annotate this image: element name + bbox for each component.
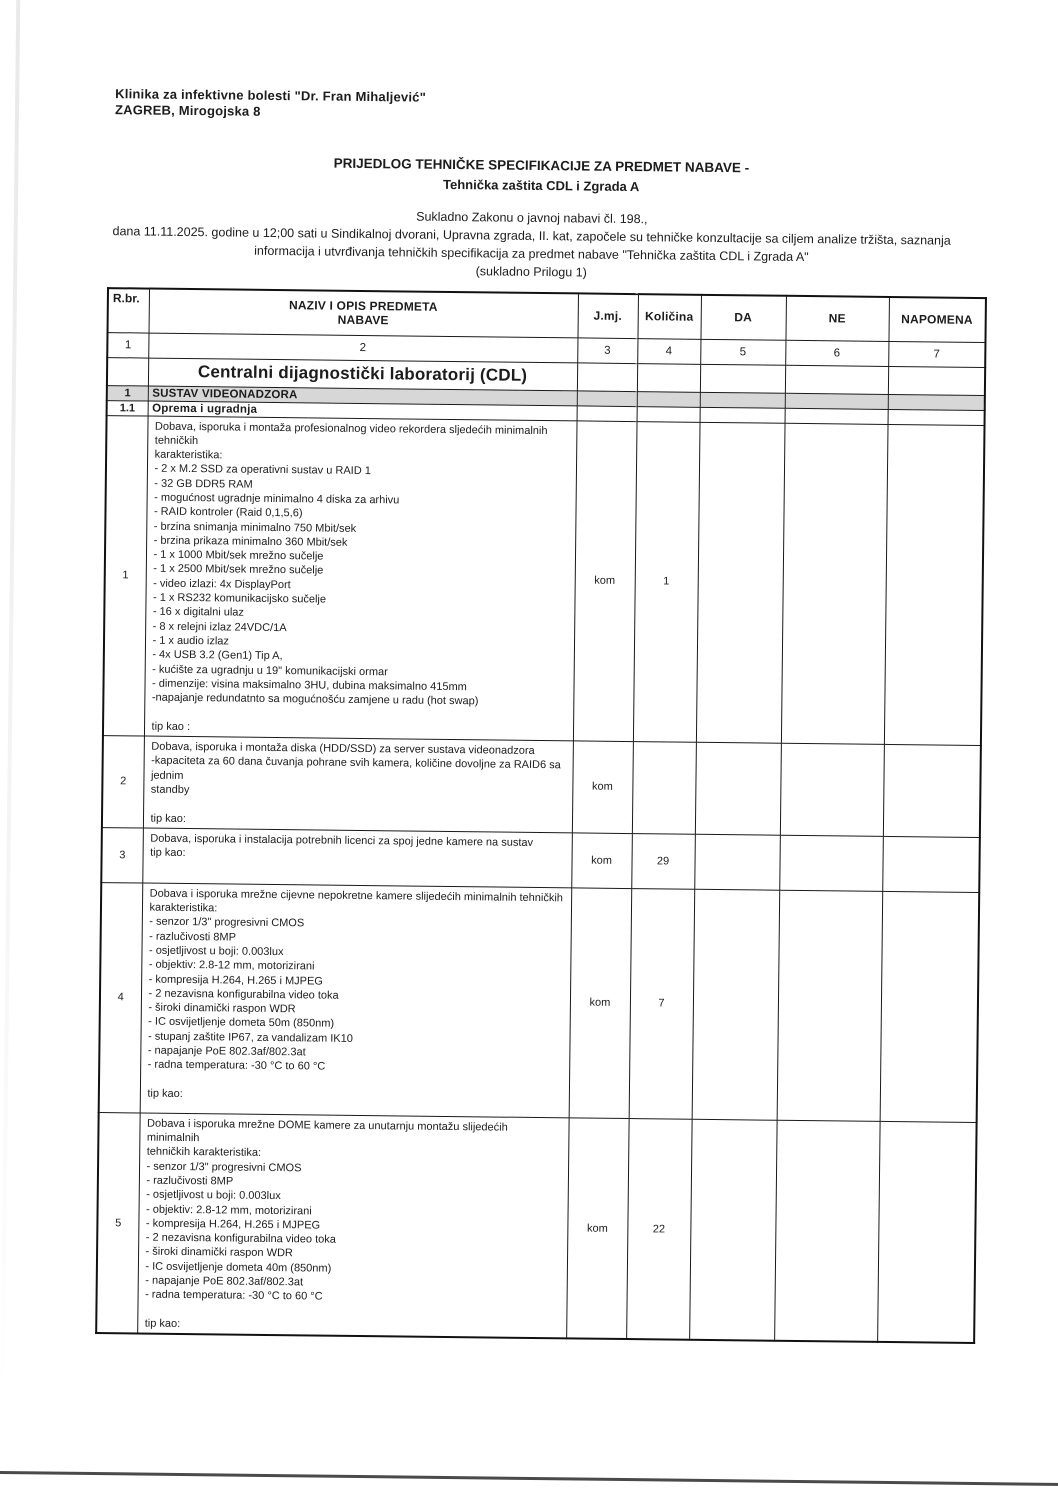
letterhead-org-name: Klinika za infektivne bolesti "Dr. Fran Mihaljević" (115, 86, 427, 105)
napomena-cell (880, 891, 980, 1122)
intro-line3: informacija i utvrđivanja tehničkih specifikacija za predmet nabave "Tehnička zaštita CDL i Zgrada A" (254, 243, 809, 265)
napomena-cell (882, 836, 980, 892)
document-title-line1: PRIJEDLOG TEHNIČKE SPECIFIKACIJE ZA PREDMET NABAVE - (333, 155, 750, 176)
empty-cell (637, 363, 700, 392)
intro-line4: (sukladno Prilogu 1) (475, 264, 587, 280)
empty-cell (577, 390, 637, 406)
empty-cell (700, 392, 785, 408)
ne-cell (779, 835, 883, 891)
empty-cell (785, 365, 888, 394)
letterhead-org-address: ZAGREB, Mirogojska 8 (114, 102, 261, 119)
section-number: 1 (107, 385, 148, 400)
empty-cell (888, 409, 985, 425)
header-naziv: NAZIV I OPIS PREDMETA NABAVE (149, 289, 578, 338)
item-quantity: 7 (629, 888, 695, 1119)
letterhead (115, 86, 426, 122)
item-unit: kom (572, 741, 633, 833)
col-number-1: 1 (107, 332, 148, 357)
intro-line2: dana 11.11.2025. godine u 12;00 sati u Sindikalnoj dvorani, Upravna zgrada, II. kat, započele su tehničke konzultacije sa ciljem analize tržišta, saznanja (112, 224, 951, 248)
document-title-line2: Tehnička zaštita CDL i Zgrada A (442, 176, 640, 195)
col-number-2: 2 (148, 333, 577, 363)
napomena-cell (883, 744, 981, 837)
item-number: 5 (96, 1112, 140, 1333)
paper-edge-shadow (0, 0, 20, 1399)
item-quantity: 22 (626, 1118, 692, 1340)
header-ne: NE (785, 296, 888, 341)
item-quantity: 1 (633, 421, 700, 742)
table-row-item-2 (102, 736, 981, 838)
empty-cell (700, 407, 785, 423)
item-quantity (632, 742, 696, 834)
header-napomena: NAPOMENA (888, 297, 985, 342)
table-row-item-4 (99, 882, 980, 1122)
section-label: Oprema i ugradnja (148, 401, 577, 421)
da-cell (692, 889, 780, 1120)
document-title (41, 151, 1041, 202)
item-unit: kom (573, 420, 637, 741)
empty-cell (888, 366, 985, 395)
item-number: 3 (101, 827, 143, 882)
da-cell (695, 742, 781, 835)
header-da: DA (700, 295, 785, 340)
header-rbr: R.br. (108, 288, 149, 332)
item-description: Dobava i isporuka mrežne cijevne nepokretne kamere slijedećih minimalnih tehničkih karakteristika: - senzor 1/3" progresivni CMOS - razlučivosti 8MP - osjetljivost u boji: 0.003lux - objektiv: 2.8-12 mm, motorizirani - kompresija H.264, H.265 i MJPEG - 2 nezavisna konfigurabilna video toka - široki dinamički raspon WDR - IC osvijetljenje dometa 50m (850nm) - stupanj zaštite IP67, za vandalizam IK10 - napajanje PoE 802.3af/802.3at - radna temperatura: -30 °C to 60 °C tip kao: (140, 883, 572, 1118)
table-row-item-1 (103, 415, 985, 745)
item-description: Dobava, isporuka i instalacija potrebnih licenci za spoj jedne kamere na sustav tip kao: (142, 828, 572, 888)
group-title-rbr-cell (107, 357, 148, 385)
da-cell (689, 1119, 777, 1341)
section-number: 1.1 (107, 400, 148, 415)
col-number-3: 3 (577, 337, 637, 363)
header-kolicina: Količina (637, 294, 700, 339)
napomena-cell (877, 1121, 977, 1343)
item-description: Dobava i isporuka mrežne DOME kamere za unutarnju montažu slijedećih minimalnih tehničkih karakteristika: - senzor 1/3" progresivni CMOS - razlučivosti 8MP - osjetljivost u boji: 0.003lux - objektiv: 2.8-12 mm, motorizirani - kompresija H.264, H.265 i MJPEG - 2 nezavisna konfigurabilna video toka - široki dinamički raspon WDR - IC osvijetljenje dometa 40m (850nm) - napajanje PoE 802.3af/802.3at - radna temperatura: -30 °C to 60 °C tip kao: (137, 1113, 568, 1339)
empty-cell (700, 364, 785, 393)
item-unit: kom (569, 888, 632, 1119)
item-number: 2 (102, 736, 144, 828)
header-jmj: J.mj. (577, 293, 637, 338)
napomena-cell (884, 424, 985, 746)
item-unit: kom (571, 833, 632, 889)
specification-table (95, 287, 987, 1344)
empty-cell (577, 362, 637, 391)
ne-cell (777, 890, 883, 1121)
table-row-item-5 (96, 1112, 976, 1343)
group-title: Centralni dijagnostički laboratorij (CDL) (148, 358, 577, 391)
da-cell (694, 834, 780, 890)
scan-artifact-line (0, 1471, 1058, 1486)
item-number: 1 (103, 415, 148, 736)
item-description: Dobava, isporuka i montaža diska (HDD/SSD) za server sustava videonadzora -kapaciteta za 60 dana čuvanja pohrane svih kamera, količine dovoljne za RAID6 sa jednim standby tip kao: (143, 736, 573, 833)
ne-cell (780, 743, 884, 836)
item-description: Dobava, isporuka i montaža profesionalnog video rekordera sljedećih minimalnih tehničkih karakteristika: - 2 x M.2 SSD za operativni sustav u RAID 1 - 32 GB DDR5 RAM - mogućnost ugradnje minimalno 4 diska za arhivu - RAID kontroler (Raid 0,1,5,6) - brzina snimanja minimalno 750 Mbit/sek - brzina prikaza minimalno 360 Mbit/sek - 1 x 1000 Mbit/sek mrežno sučelje - 1 x 2500 Mbit/sek mrežno sučelje - video izlazi: 4x DisplayPort - 1 x RS232 komunikacijsko sučelje - 16 x digitalni ulaz - 8 x relejni izlaz 24VDC/1A - 1 x audio izlaz - 4x USB 3.2 (Gen1) Tip A, - kućište za ugradnju u 19" komunikacijski ormar - dimenzije: visina maksimalno 3HU, dubina maksimalno 415mm -napajanje redundatnto sa mogućnošću zamjene u radu (hot swap) tip kao : (144, 416, 577, 741)
item-number: 4 (99, 882, 143, 1112)
item-unit: kom (566, 1118, 629, 1340)
empty-cell (888, 394, 985, 410)
da-cell (696, 422, 785, 743)
col-number-4: 4 (637, 338, 700, 364)
col-number-7: 7 (888, 341, 985, 367)
intro-paragraph (18, 203, 1045, 287)
empty-cell (637, 391, 700, 407)
table-row-item-3 (101, 827, 980, 892)
section-label: SUSTAV VIDEONADZORA (148, 386, 577, 406)
empty-cell (577, 405, 637, 421)
empty-cell (785, 408, 888, 424)
item-quantity: 29 (631, 833, 695, 889)
intro-line1: Sukladno Zakonu o javnoj nabavi čl. 198., (416, 209, 648, 227)
empty-cell (785, 393, 888, 409)
ne-cell (774, 1120, 879, 1342)
empty-cell (637, 406, 700, 422)
col-number-6: 6 (785, 340, 888, 366)
col-number-5: 5 (700, 339, 785, 365)
ne-cell (781, 423, 888, 745)
